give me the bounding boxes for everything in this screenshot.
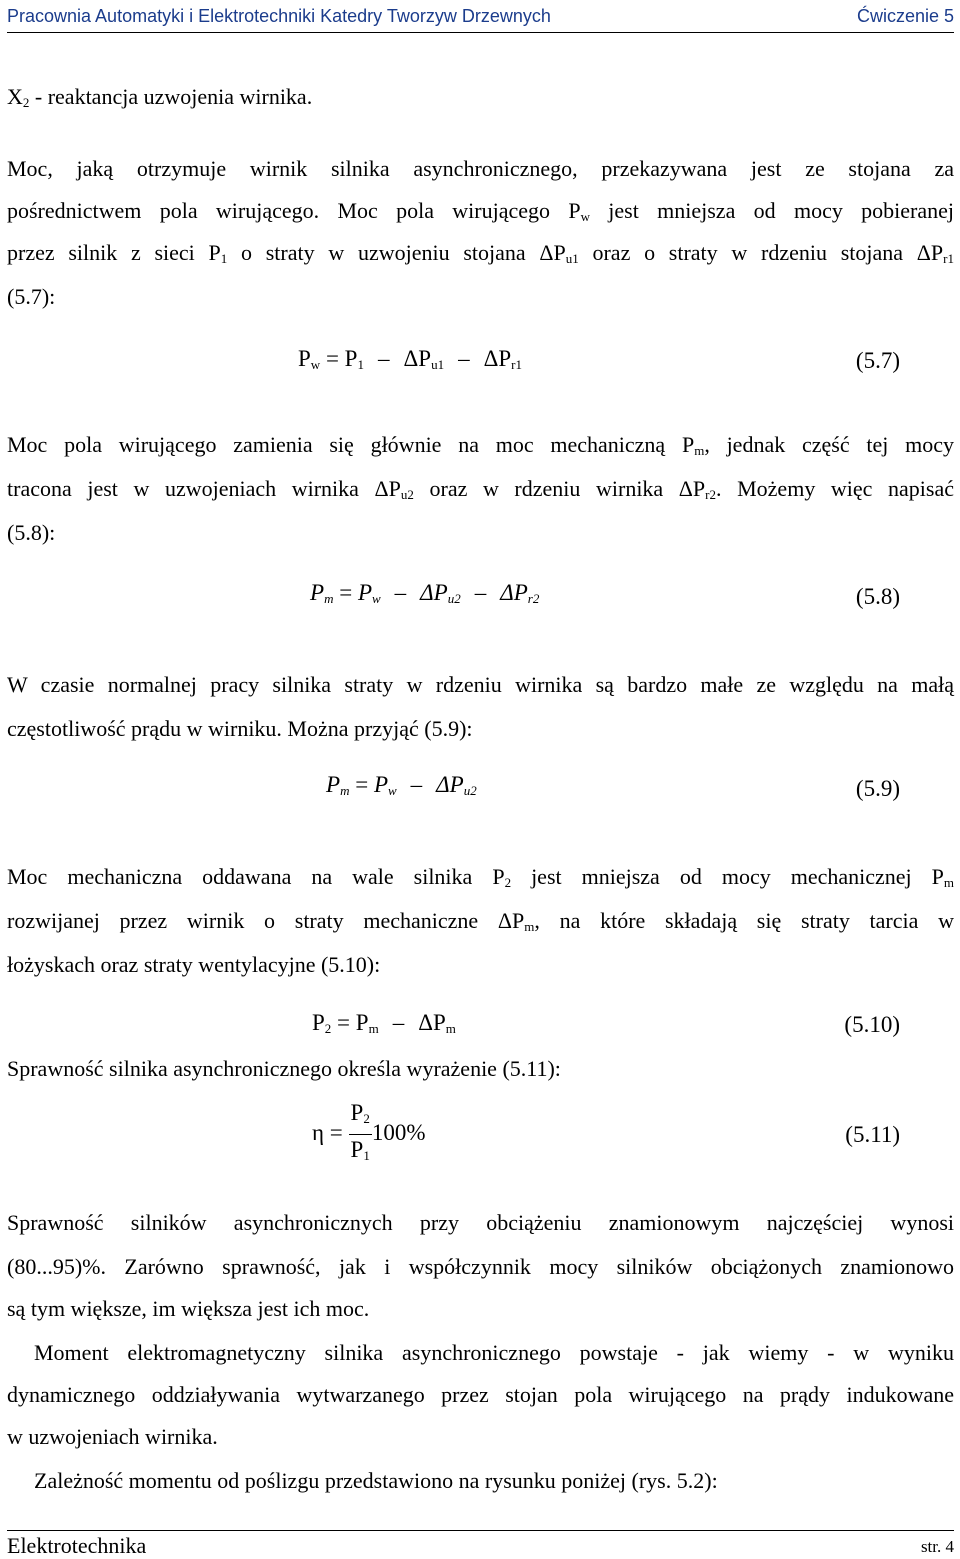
equation-number: (5.9) <box>855 776 900 801</box>
text-line: są tym większe, im większa jest ich moc. <box>7 1296 370 1321</box>
text-line: rozwijanej przez wirnik o straty mechaniczne $\Delta P_m$, na które składają się straty tarcia w <box>7 908 954 934</box>
text-line: (80...95)%. Zarówno sprawność, jak i współczynnik mocy silników obciążonych znamionowo <box>7 1254 954 1279</box>
text-line: przez silnik z sieci $P_1$ o straty w uzwojeniu stojana $\Delta P_{u1}$ oraz o straty w rdzeniu stojana $\Delta P_{r1}$ <box>7 240 954 266</box>
equation-5-11: η = $\frac{P_2}{P_1}$ 100% <box>312 1098 425 1171</box>
text-line: (5.8): <box>7 520 56 545</box>
equation-number: (5.11) <box>845 1122 900 1147</box>
text-line: tracona jest w uzwojeniach wirnika $\Delta P_{u2}$ oraz w rdzeniu wirnika $\Delta P_{r2}$. Możemy więc napisać <box>7 476 954 502</box>
text-line: Sprawność silnika asynchronicznego określa wyrażenie (5.11): <box>7 1056 561 1081</box>
footer-title: Elektrotechnika <box>7 1533 147 1558</box>
equation-number: (5.8) <box>855 584 900 609</box>
text-line: Sprawność silników asynchronicznych przy obciążeniu znamionowym najczęściej wynosi <box>7 1210 954 1235</box>
page-footer <box>7 1530 954 1557</box>
text-line: dynamicznego oddziaływania wytwarzanego przez stojan pola wirującego na prądy indukowane <box>7 1382 954 1407</box>
text-line: częstotliwość prądu w wirniku. Można przyjąć (5.9): <box>7 716 473 741</box>
text-line: łożyskach oraz straty wentylacyjne (5.10): <box>7 952 381 977</box>
text-line: (5.7): <box>7 284 56 309</box>
text-line: Zależność momentu od poślizgu przedstawiono na rysunku poniżej (rys. 5.2): <box>34 1468 718 1493</box>
equation-5-7: $P_w = P_1 - \Delta P_{u1} - \Delta P_{r1}$ <box>298 346 522 372</box>
equation-5-8: $P_m = P_w - \Delta P_{u2} - \Delta P_{r2}$ <box>310 580 540 606</box>
equation-number: (5.10) <box>844 1012 900 1037</box>
text-line: $X_2$ - reaktancja uzwojenia wirnika. <box>7 84 313 110</box>
text-line: w uzwojeniach wirnika. <box>7 1424 218 1449</box>
equation-5-10: $P_2 = P_m - \Delta P_m$ <box>312 1010 456 1036</box>
page-number: str. 4 <box>920 1537 954 1556</box>
text-line: pośrednictwem pola wirującego. Moc pola wirującego $P_w$ jest mniejsza od mocy pobieranej <box>7 198 955 224</box>
equation-number: (5.7) <box>855 348 900 373</box>
equation-5-9: $P_m = P_w - \Delta P_{u2}$ <box>326 772 477 798</box>
page-header <box>7 2 954 33</box>
text-line: Moc mechaniczna oddawana na wale silnika $P_2$ jest mniejsza od mocy mechanicznej $P_m$ <box>7 864 955 890</box>
text-line: Moc pola wirującego zamienia się głównie na moc mechaniczną $P_m$, jednak część tej mocy <box>7 432 954 458</box>
header-exercise: Ćwiczenie 5 <box>856 6 954 26</box>
header-title: Pracownia Automatyki i Elektrotechniki Katedry Tworzyw Drzewnych <box>7 6 551 26</box>
text-line: Moc, jaką otrzymuje wirnik silnika asynchronicznego, przekazywana jest ze stojana za <box>7 156 954 181</box>
text-line: W czasie normalnej pracy silnika straty w rdzeniu wirnika są bardzo małe ze względu na małą <box>7 672 954 697</box>
text-line: Moment elektromagnetyczny silnika asynchronicznego powstaje - jak wiemy - w wyniku <box>34 1340 954 1365</box>
fraction: $\frac{P_2}{P_1}$ <box>350 1100 370 1163</box>
